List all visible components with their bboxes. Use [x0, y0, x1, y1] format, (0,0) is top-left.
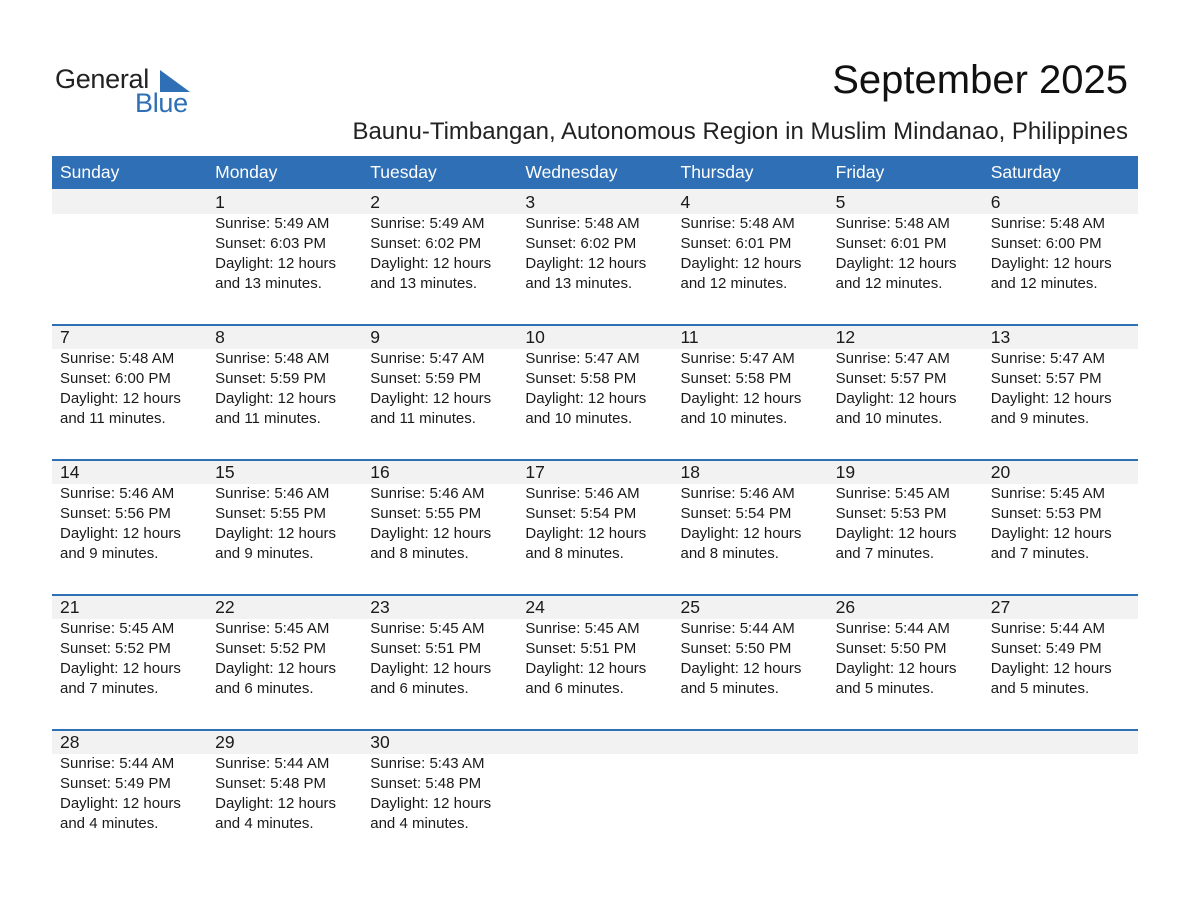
sunrise-text: Sunrise: 5:48 AM [215, 350, 330, 367]
day-cell [207, 459, 362, 594]
weekday-saturday: Saturday [990, 162, 1061, 182]
daylight-minutes-text: and 8 minutes. [525, 545, 624, 562]
day-cell [517, 189, 672, 324]
daylight-minutes-text: and 13 minutes. [370, 275, 477, 292]
day-cell [828, 324, 983, 459]
day-cell [517, 459, 672, 594]
day-cell [828, 459, 983, 594]
daylight-minutes-text: and 4 minutes. [370, 815, 469, 832]
daylight-minutes-text: and 5 minutes. [990, 680, 1090, 697]
daylight-text: Daylight: 12 hours [680, 525, 802, 542]
daylight-minutes-text: and 8 minutes. [370, 545, 469, 562]
day-cell [52, 729, 207, 864]
day-number: 17 [525, 462, 545, 482]
day-number: 11 [680, 327, 699, 347]
daylight-text: Daylight: 12 hours [215, 255, 337, 272]
daylight-minutes-text: and 5 minutes. [680, 680, 779, 697]
weekday-sunday: Sunday [60, 162, 120, 182]
daylight-text: Daylight: 12 hours [60, 795, 181, 812]
sunset-text: Sunset: 6:00 PM [60, 370, 171, 387]
day-cell [983, 594, 1138, 729]
daylight-minutes-text: and 12 minutes. [990, 275, 1098, 292]
day-number: 3 [525, 192, 536, 212]
sunrise-text: Sunrise: 5:48 AM [835, 215, 950, 232]
day-cell [983, 324, 1138, 459]
daylight-text: Daylight: 12 hours [370, 795, 492, 812]
day-cell [362, 459, 517, 594]
sunrise-text: Sunrise: 5:46 AM [680, 485, 795, 502]
daylight-text: Daylight: 12 hours [835, 255, 957, 272]
daylight-text: Daylight: 12 hours [60, 660, 181, 677]
sunset-text: Sunset: 6:02 PM [370, 235, 482, 252]
sunrise-text: Sunrise: 5:46 AM [370, 485, 485, 502]
sunset-text: Sunset: 5:53 PM [990, 505, 1102, 522]
sunset-text: Sunset: 5:55 PM [215, 505, 327, 522]
logo [55, 64, 205, 120]
day-cell [207, 594, 362, 729]
sunset-text: Sunset: 5:56 PM [60, 505, 171, 522]
day-cell [362, 729, 517, 864]
day-cell [828, 594, 983, 729]
daylight-minutes-text: and 9 minutes. [215, 545, 314, 562]
sunset-text: Sunset: 5:52 PM [60, 640, 171, 657]
daylight-text: Daylight: 12 hours [370, 390, 492, 407]
sunrise-text: Sunrise: 5:46 AM [525, 485, 640, 502]
weekday-tuesday: Tuesday [370, 162, 437, 182]
sunset-text: Sunset: 5:59 PM [370, 370, 482, 387]
sunrise-text: Sunrise: 5:45 AM [525, 620, 640, 637]
sunrise-text: Sunrise: 5:45 AM [835, 485, 950, 502]
sunset-text: Sunset: 5:52 PM [215, 640, 327, 657]
week-row [52, 729, 1138, 864]
daylight-text: Daylight: 12 hours [990, 255, 1112, 272]
sunrise-text: Sunrise: 5:49 AM [370, 215, 485, 232]
daylight-minutes-text: and 11 minutes. [215, 410, 321, 427]
day-number: 14 [60, 462, 80, 482]
daylight-minutes-text: and 11 minutes. [60, 410, 166, 427]
day-number: 8 [215, 327, 225, 347]
day-number: 23 [370, 597, 390, 617]
week-row [52, 594, 1138, 729]
daylight-text: Daylight: 12 hours [215, 660, 337, 677]
day-number: 9 [370, 327, 380, 347]
sunrise-text: Sunrise: 5:47 AM [525, 350, 640, 367]
daylight-minutes-text: and 6 minutes. [370, 680, 469, 697]
sunset-text: Sunset: 5:55 PM [370, 505, 482, 522]
daylight-minutes-text: and 9 minutes. [60, 545, 159, 562]
daylight-text: Daylight: 12 hours [525, 390, 647, 407]
day-number: 12 [835, 327, 856, 347]
day-cell [362, 189, 517, 324]
daylight-minutes-text: and 12 minutes. [835, 275, 943, 292]
daylight-text: Daylight: 12 hours [835, 390, 957, 407]
day-number: 7 [60, 327, 70, 347]
day-number: 2 [370, 192, 380, 212]
weekday-friday: Friday [835, 162, 885, 182]
daylight-text: Daylight: 12 hours [215, 525, 337, 542]
weekday-monday: Monday [215, 162, 278, 182]
daylight-text: Daylight: 12 hours [370, 660, 492, 677]
day-number: 6 [990, 192, 1001, 212]
day-cell [673, 459, 828, 594]
week-row [52, 324, 1138, 459]
empty-day-cell [673, 729, 828, 864]
empty-day-cell [828, 729, 983, 864]
sunset-text: Sunset: 5:49 PM [990, 640, 1102, 657]
sunset-text: Sunset: 5:57 PM [990, 370, 1102, 387]
sunset-text: Sunset: 5:58 PM [680, 370, 792, 387]
sunrise-text: Sunrise: 5:45 AM [370, 620, 485, 637]
day-number: 5 [835, 192, 846, 212]
day-cell [362, 594, 517, 729]
day-cell [673, 324, 828, 459]
day-cell [673, 189, 828, 324]
daylight-minutes-text: and 7 minutes. [60, 680, 159, 697]
daylight-text: Daylight: 12 hours [835, 525, 957, 542]
day-number: 26 [835, 597, 856, 617]
sunset-text: Sunset: 5:50 PM [835, 640, 947, 657]
week-row [52, 459, 1138, 594]
sunset-text: Sunset: 5:48 PM [215, 775, 327, 792]
daylight-text: Daylight: 12 hours [990, 525, 1112, 542]
daylight-minutes-text: and 6 minutes. [215, 680, 314, 697]
daylight-minutes-text: and 6 minutes. [525, 680, 624, 697]
daylight-text: Daylight: 12 hours [525, 660, 647, 677]
day-cell [517, 594, 672, 729]
day-number: 30 [370, 732, 390, 752]
sunrise-text: Sunrise: 5:43 AM [370, 755, 485, 772]
empty-day-cell [517, 729, 672, 864]
sunrise-text: Sunrise: 5:48 AM [60, 350, 175, 367]
weekday-header [52, 156, 1138, 189]
sunrise-text: Sunrise: 5:46 AM [60, 485, 175, 502]
daylight-text: Daylight: 12 hours [525, 255, 647, 272]
day-cell [983, 459, 1138, 594]
day-number: 18 [680, 462, 700, 482]
location-subtitle: Baunu-Timbangan, Autonomous Region in Muslim Mindanao, Philippines [352, 118, 1128, 145]
daylight-minutes-text: and 10 minutes. [525, 410, 633, 427]
daylight-text: Daylight: 12 hours [370, 255, 492, 272]
daylight-minutes-text: and 8 minutes. [680, 545, 779, 562]
day-number: 16 [370, 462, 390, 482]
daylight-minutes-text: and 11 minutes. [370, 410, 476, 427]
sunrise-text: Sunrise: 5:47 AM [835, 350, 950, 367]
day-number: 19 [835, 462, 856, 482]
sunrise-text: Sunrise: 5:45 AM [215, 620, 330, 637]
daylight-minutes-text: and 13 minutes. [525, 275, 633, 292]
daylight-minutes-text: and 9 minutes. [990, 410, 1090, 427]
sunrise-text: Sunrise: 5:48 AM [990, 215, 1105, 232]
sunset-text: Sunset: 6:01 PM [680, 235, 792, 252]
day-number: 4 [680, 192, 691, 212]
sunset-text: Sunset: 5:59 PM [215, 370, 327, 387]
day-number: 28 [60, 732, 80, 752]
daylight-text: Daylight: 12 hours [215, 390, 337, 407]
day-cell [517, 324, 672, 459]
day-cell [52, 324, 207, 459]
day-number: 21 [60, 597, 80, 617]
daylight-text: Daylight: 12 hours [990, 390, 1112, 407]
day-cell [52, 594, 207, 729]
daylight-minutes-text: and 13 minutes. [215, 275, 322, 292]
sunset-text: Sunset: 5:53 PM [835, 505, 947, 522]
sunrise-text: Sunrise: 5:46 AM [215, 485, 330, 502]
sunset-text: Sunset: 5:57 PM [835, 370, 947, 387]
daylight-text: Daylight: 12 hours [60, 390, 181, 407]
daylight-text: Daylight: 12 hours [60, 525, 181, 542]
sunset-text: Sunset: 6:00 PM [990, 235, 1102, 252]
daylight-minutes-text: and 10 minutes. [835, 410, 943, 427]
sunset-text: Sunset: 5:51 PM [525, 640, 637, 657]
calendar-grid [52, 156, 1138, 864]
daylight-text: Daylight: 12 hours [990, 660, 1112, 677]
day-cell [207, 729, 362, 864]
daylight-text: Daylight: 12 hours [835, 660, 957, 677]
day-cell [828, 189, 983, 324]
sunrise-text: Sunrise: 5:44 AM [990, 620, 1105, 637]
sunrise-text: Sunrise: 5:47 AM [680, 350, 795, 367]
sunset-text: Sunset: 5:51 PM [370, 640, 482, 657]
daylight-text: Daylight: 12 hours [370, 525, 492, 542]
sunrise-text: Sunrise: 5:47 AM [370, 350, 485, 367]
daylight-minutes-text: and 7 minutes. [990, 545, 1090, 562]
page-title: September 2025 [832, 58, 1128, 102]
sunrise-text: Sunrise: 5:48 AM [525, 215, 640, 232]
logo-word-blue: Blue [135, 88, 188, 118]
day-cell [673, 594, 828, 729]
sunrise-text: Sunrise: 5:48 AM [680, 215, 795, 232]
weeks-container [52, 189, 1138, 864]
daylight-minutes-text: and 7 minutes. [835, 545, 935, 562]
daylight-minutes-text: and 5 minutes. [835, 680, 935, 697]
daylight-minutes-text: and 12 minutes. [680, 275, 788, 292]
day-number: 10 [525, 327, 545, 347]
sunrise-text: Sunrise: 5:45 AM [60, 620, 175, 637]
day-cell [207, 189, 362, 324]
day-number: 15 [215, 462, 235, 482]
daylight-minutes-text: and 4 minutes. [60, 815, 159, 832]
weekday-thursday: Thursday [680, 162, 754, 182]
day-cell [983, 189, 1138, 324]
sunrise-text: Sunrise: 5:49 AM [215, 215, 330, 232]
day-cell [52, 459, 207, 594]
daylight-minutes-text: and 10 minutes. [680, 410, 788, 427]
daylight-text: Daylight: 12 hours [680, 390, 802, 407]
logo-word-general: General [55, 64, 149, 94]
sunset-text: Sunset: 6:01 PM [835, 235, 947, 252]
day-number: 27 [990, 597, 1011, 617]
sunset-text: Sunset: 6:02 PM [525, 235, 637, 252]
day-number: 29 [215, 732, 235, 752]
day-number: 13 [990, 327, 1011, 347]
sunset-text: Sunset: 5:54 PM [680, 505, 792, 522]
sunrise-text: Sunrise: 5:47 AM [990, 350, 1105, 367]
day-cell [362, 324, 517, 459]
sunset-text: Sunset: 5:49 PM [60, 775, 171, 792]
week-row [52, 189, 1138, 324]
weekday-wednesday: Wednesday [525, 162, 618, 182]
sunrise-text: Sunrise: 5:44 AM [835, 620, 950, 637]
sunset-text: Sunset: 5:50 PM [680, 640, 792, 657]
sunrise-text: Sunrise: 5:44 AM [680, 620, 795, 637]
sunset-text: Sunset: 5:48 PM [370, 775, 482, 792]
day-cell [207, 324, 362, 459]
sunrise-text: Sunrise: 5:44 AM [215, 755, 330, 772]
day-number: 22 [215, 597, 235, 617]
daylight-text: Daylight: 12 hours [680, 255, 802, 272]
daylight-text: Daylight: 12 hours [680, 660, 802, 677]
day-number: 1 [215, 192, 225, 212]
day-number: 24 [525, 597, 545, 617]
day-number: 20 [990, 462, 1011, 482]
sunset-text: Sunset: 6:03 PM [215, 235, 327, 252]
sunset-text: Sunset: 5:54 PM [525, 505, 637, 522]
daylight-text: Daylight: 12 hours [215, 795, 337, 812]
sunrise-text: Sunrise: 5:44 AM [60, 755, 175, 772]
daylight-minutes-text: and 4 minutes. [215, 815, 314, 832]
sunrise-text: Sunrise: 5:45 AM [990, 485, 1105, 502]
day-number: 25 [680, 597, 700, 617]
empty-day-cell [983, 729, 1138, 864]
sunset-text: Sunset: 5:58 PM [525, 370, 637, 387]
daylight-text: Daylight: 12 hours [525, 525, 647, 542]
empty-day-cell [52, 189, 207, 324]
